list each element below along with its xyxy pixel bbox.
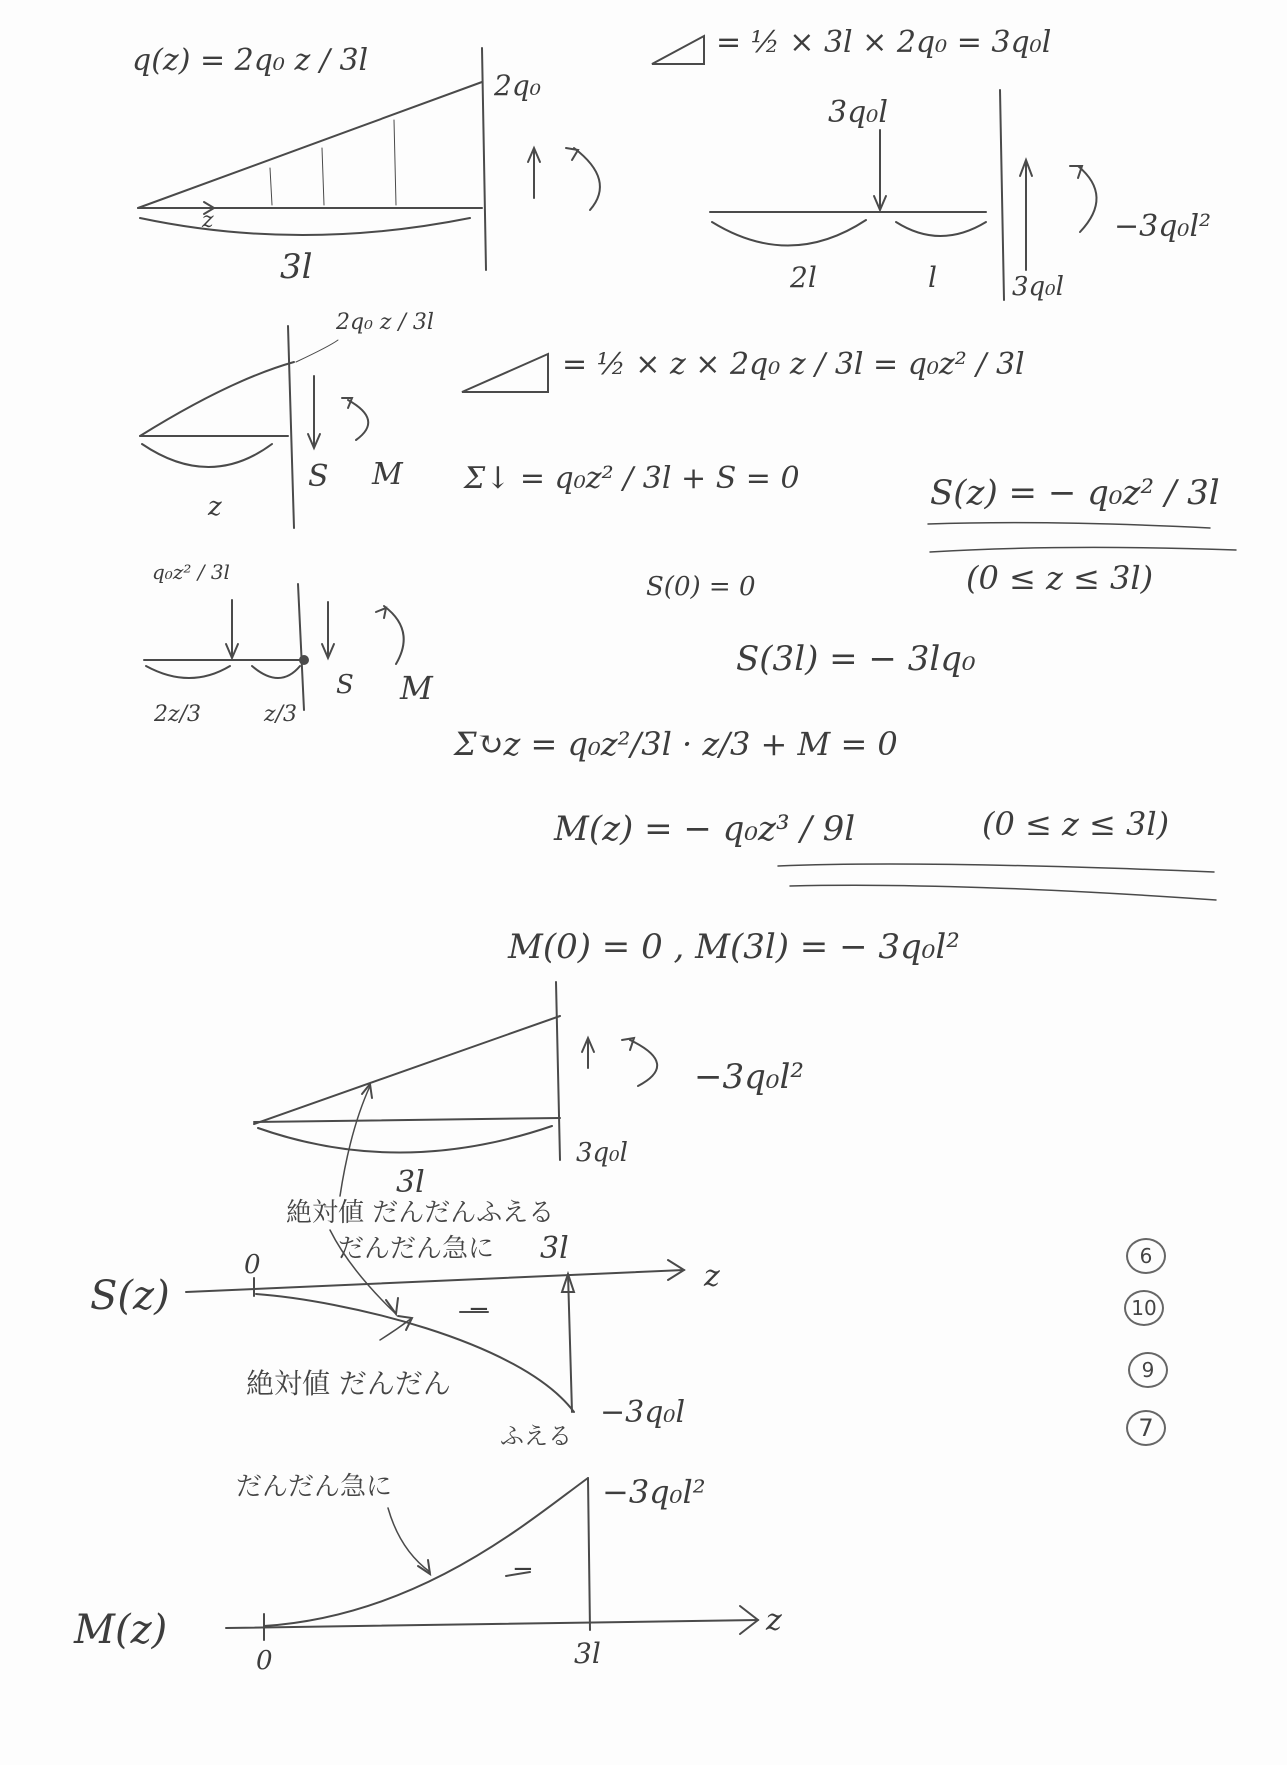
section1-drawing — [140, 326, 368, 528]
moment-result: M(z) = − q₀z³ / 9l — [554, 809, 856, 849]
moment-sign: − — [512, 1554, 534, 1584]
score-mark: 10 — [1124, 1290, 1164, 1326]
shear-at-zero: S(0) = 0 — [646, 572, 756, 602]
moment-label: M — [372, 457, 403, 492]
shear-end-tick: 3l — [540, 1231, 569, 1266]
reaction-force: 3q₀l — [1012, 272, 1064, 302]
score-mark: 9 — [1128, 1352, 1168, 1388]
reaction-moment: −3q₀l² — [1114, 209, 1212, 244]
top-load-label: 2q₀ — [494, 69, 541, 102]
moment-max-label: −3q₀l² — [602, 1473, 706, 1511]
moment-range: (0 ≤ z ≤ 3l) — [982, 805, 1170, 843]
diagram3-force: 3q₀l — [576, 1138, 628, 1168]
shear-result: S(z) = − q₀z² / 3l — [930, 473, 1220, 513]
section2-moment: M — [400, 669, 433, 707]
shear-at-end: S(3l) = − 3lq₀ — [736, 639, 976, 679]
moment-values: M(0) = 0 , M(3l) = − 3q₀l² — [508, 927, 960, 967]
shear-note-1a: 絶対値 だんだんふえる — [286, 1198, 555, 1228]
score-mark: 6 — [1126, 1238, 1166, 1274]
section2-left-seg: 2z/3 — [154, 702, 201, 727]
shear-note-1b: だんだん急に — [338, 1234, 495, 1264]
diagram3-moment: −3q₀l² — [694, 1057, 805, 1097]
resultant-force: 3q₀l — [828, 95, 888, 130]
moment-end-tick: 3l — [574, 1637, 601, 1670]
left-segment: 2l — [790, 261, 817, 294]
moment-chart-ylabel: M(z) — [74, 1607, 168, 1653]
load-function: q(z) = 2q₀ z / 3l — [132, 43, 369, 78]
triangle-icon-2 — [462, 354, 548, 392]
section2-force: q₀z² / 3l — [152, 560, 230, 584]
score-mark: 7 — [1126, 1410, 1166, 1446]
shear-note-2b: ふえる — [500, 1422, 572, 1450]
z-axis-label: z — [202, 208, 214, 233]
shear-axis-label: z — [704, 1259, 720, 1294]
diagram2-drawing — [710, 90, 1097, 300]
moment-origin: 0 — [256, 1646, 273, 1676]
moment-equation: Σ↻z = q₀z²/3l · z/3 + M = 0 — [454, 725, 898, 763]
shear-range: (0 ≤ z ≤ 3l) — [966, 559, 1154, 597]
vertical-sum-equation: Σ↓ = q₀z² / 3l + S = 0 — [464, 461, 800, 496]
shear-sign: − — [468, 1294, 490, 1324]
section2-shear: S — [336, 670, 354, 700]
shear-min-label: −3q₀l — [600, 1395, 686, 1430]
moment-note: だんだん急に — [236, 1472, 393, 1502]
shear-chart-ylabel: S(z) — [90, 1273, 170, 1319]
area2-equation: = ½ × z × 2q₀ z / 3l = q₀z² / 3l — [562, 347, 1025, 382]
right-segment: l — [928, 261, 937, 294]
shear-origin: 0 — [244, 1250, 261, 1280]
shear-note-2a: 絶対値 だんだん — [246, 1367, 451, 1400]
diagram3-span: 3l — [396, 1165, 425, 1200]
section2-right-seg: z/3 — [264, 702, 297, 727]
moment-axis-label: z — [766, 1603, 782, 1638]
span-label: 3l — [280, 247, 313, 287]
section-load-label: 2q₀ z / 3l — [336, 310, 434, 335]
shear-label: S — [308, 459, 329, 494]
section2-drawing — [144, 584, 404, 710]
area-equation: = ½ × 3l × 2q₀ = 3q₀l — [716, 25, 1052, 60]
section-z-label: z — [208, 492, 222, 522]
triangle-icon-1 — [652, 36, 704, 64]
